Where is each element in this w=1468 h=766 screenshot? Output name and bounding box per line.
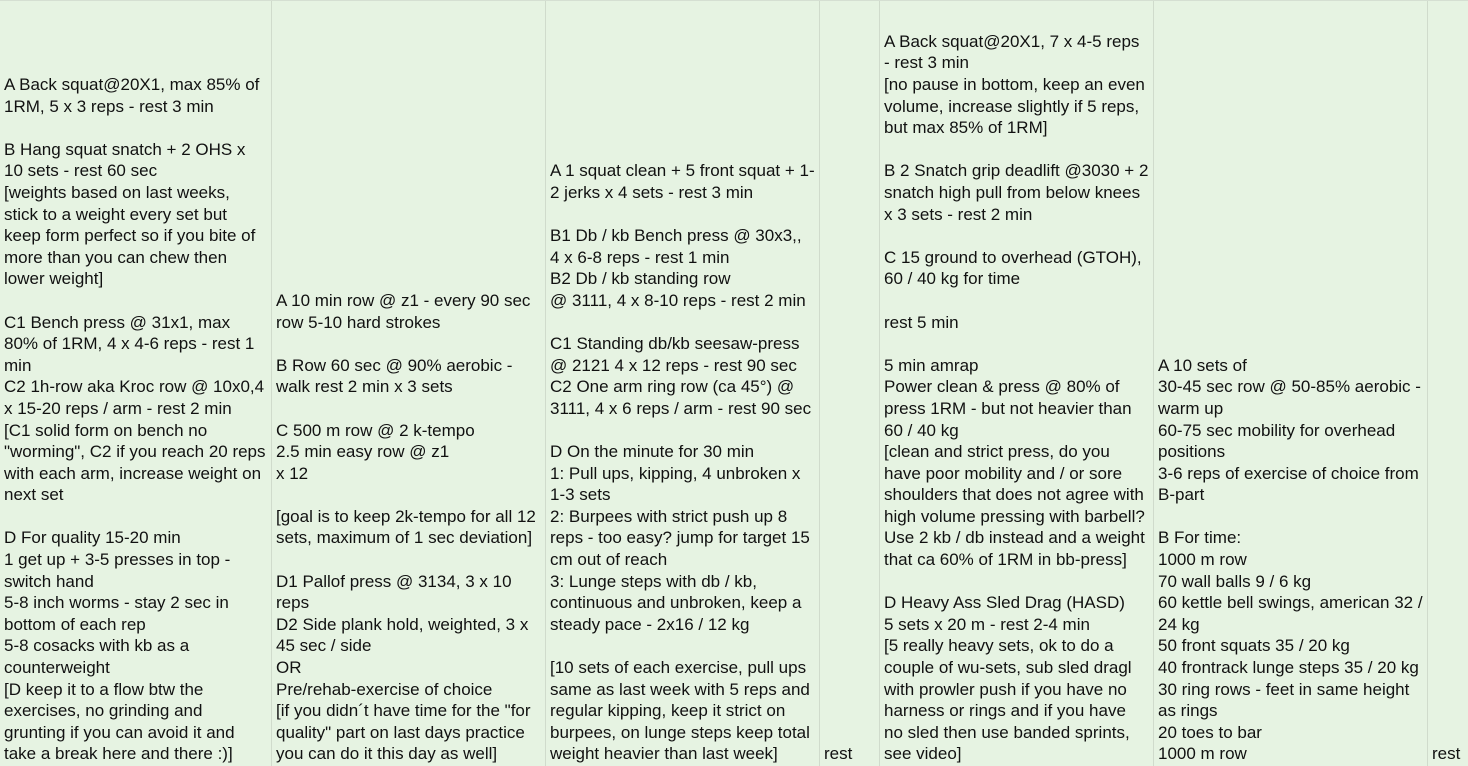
cell-day-5-text: A Back squat@20X1, 7 x 4-5 reps - rest 3 min [no pause in bottom, keep an even volume, increase slightly if 5 reps, but max 85% of 1RM] B 2 Snatch grip deadlift @3030 + 2 snatch high pull from below knees x 3 sets - rest 2 min C 15 ground to overhead (GTOH), 60 / 40 kg for time rest 5 min 5 min amrap Power clean & press @ 80% of press 1RM - but not heavier than 60 / 40 kg [clean and strict press, do you have poor mobility and / or sore shoulders that does not agree with high volume pressing with barbell? Use 2 kb / db instead and a weight that ca 60% of 1RM in bb-press] D Heavy Ass Sled Drag (HASD) 5 sets x 20 m - rest 2-4 min [5 really heavy sets, ok to do a couple of wu-sets, sub sled dragl with prowler push if you have no harness or rings and if you have no sled then use banded sprints, see video] — [884, 31, 1149, 764]
cell-day-4[interactable] — [820, 1, 880, 766]
cell-day-3[interactable] — [546, 1, 820, 766]
cell-day-6-text: A 10 sets of 30-45 sec row @ 50-85% aerobic - warm up 60-75 sec mobility for overhead positions 3-6 reps of exercise of choice from B-part B For time: 1000 m row 70 wall balls 9 / 6 kg 60 kettle bell swings, american 32 / 24 kg 50 front squats 35 / 20 kg 40 frontrack lunge steps 35 / 20 kg 30 ring rows - feet in same height as rings 20 toes to bar 1000 m row — [1158, 355, 1423, 764]
cell-day-1-text: A Back squat@20X1, max 85% of 1RM, 5 x 3 reps - rest 3 min B Hang squat snatch + 2 OHS x 10 sets - rest 60 sec [weights based on last weeks, stick to a weight every set but keep form perfect so if you bite of more than you can chew then lower weight] C1 Bench press @ 31x1, max 80% of 1RM, 4 x 4-6 reps - rest 1 min C2 1h-row aka Kroc row @ 10x0,4 x 15-20 reps / arm - rest 2 min [C1 solid form on bench no "worming", C2 if you reach 20 reps with each arm, increase weight on next set D For quality 15-20 min 1 get up + 3-5 presses in top - switch hand 5-8 inch worms - stay 2 sec in bottom of each rep 5-8 cosacks with kb as a counterweight [D keep it to a flow btw the exercises, no grinding and grunting if you can avoid it and take a break here and there :)] — [4, 75, 266, 764]
cell-day-4-text: rest — [824, 744, 853, 764]
cell-day-1[interactable] — [0, 1, 272, 766]
cell-day-7-text: rest — [1432, 744, 1461, 764]
cell-day-5[interactable] — [880, 1, 1154, 766]
cell-day-2-text: A 10 min row @ z1 - every 90 sec row 5-10 hard strokes B Row 60 sec @ 90% aerobic - walk rest 2 min x 3 sets C 500 m row @ 2 k-tempo 2.5 min easy row @ z1 x 12 [goal is to keep 2k-tempo for all 12 sets, maximum of 1 sec deviation] D1 Pallof press @ 3134, 3 x 10 reps D2 Side plank hold, weighted, 3 x 45 sec / side OR Pre/rehab-exercise of choice [if you didn´t have time for the "for quality" part on last days practice you can do it this day as well] — [276, 290, 536, 764]
cell-day-6[interactable] — [1154, 1, 1428, 766]
cell-day-7[interactable] — [1428, 1, 1468, 766]
cell-day-3-text: A 1 squat clean + 5 front squat + 1-2 jerks x 4 sets - rest 3 min B1 Db / kb Bench press @ 30x3,, 4 x 6-8 reps - rest 1 min B2 Db / kb standing row @ 3111, 4 x 8-10 reps - rest 2 min C1 Standing db/kb seesaw-press @ 2121 4 x 12 reps - rest 90 sec C2 One arm ring row (ca 45°) @ 3111, 4 x 6 reps / arm - rest 90 sec D On the minute for 30 min 1: Pull ups, kipping, 4 unbroken x 1-3 sets 2: Burpees with strict push up 8 reps - too easy? jump for target 15 cm out of reach 3: Lunge steps with db / kb, continuous and unbroken, keep a steady pace - 2x16 / 12 kg [10 sets of each exercise, pull ups same as last week with 5 reps and regular kipping, keep it strict on burpees, on lunge steps keep total weight heavier than last week] — [550, 161, 815, 764]
cell-day-2[interactable] — [272, 1, 546, 766]
